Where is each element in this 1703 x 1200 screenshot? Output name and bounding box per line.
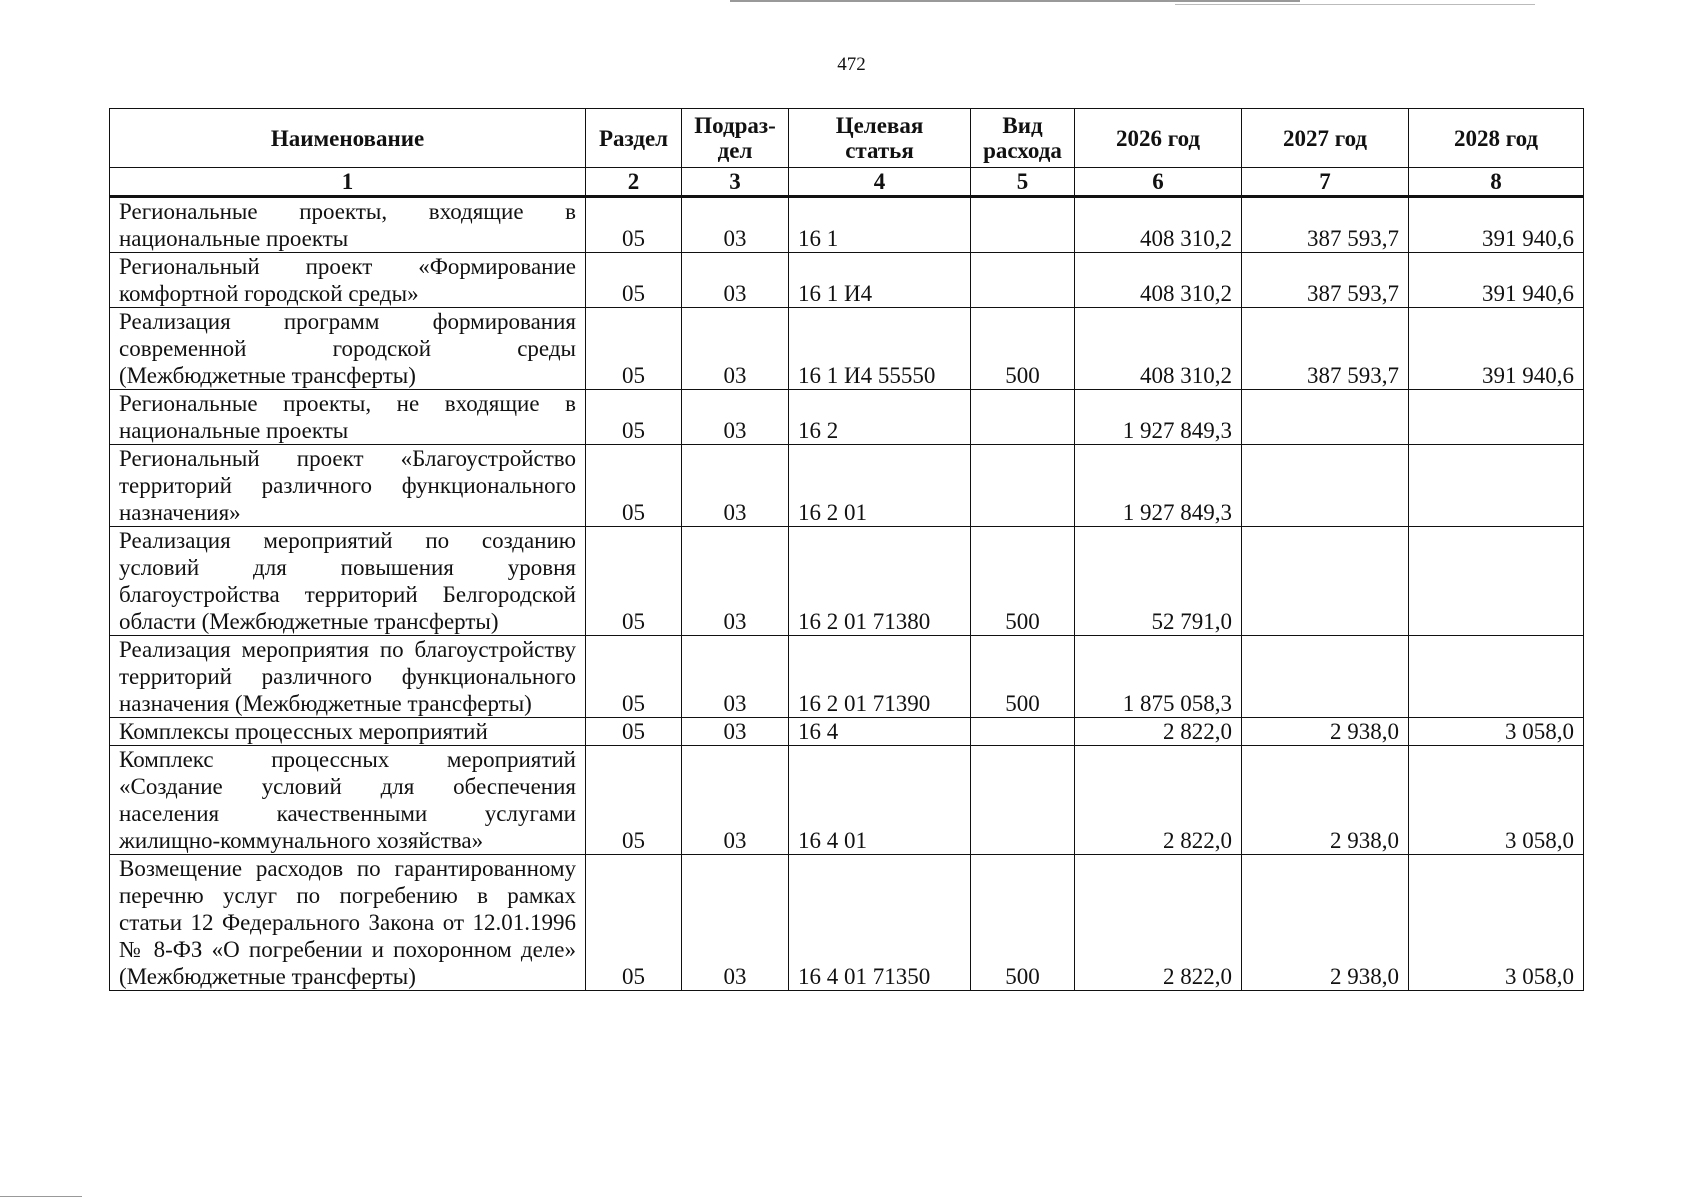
amount-2027-cell: 2 938,0 <box>1242 718 1409 746</box>
amount-2026-cell: 2 822,0 <box>1075 746 1242 855</box>
amount-2027-cell: 2 938,0 <box>1242 855 1409 991</box>
target-article-cell: 16 1 <box>789 197 971 253</box>
table-row <box>110 390 1584 445</box>
row-name-cell: Региональные проекты, входящие в национальные проекты <box>110 197 586 253</box>
podrazdel-cell: 03 <box>682 718 789 746</box>
row-name-cell: Реализация программ формирования современной городской среды (Межбюджетные трансферты) <box>110 308 586 390</box>
amount-2028-cell: 3 058,0 <box>1409 718 1584 746</box>
row-name-cell: Комплексы процессных мероприятий <box>110 718 586 746</box>
podrazdel-cell: 03 <box>682 308 789 390</box>
expense-type-cell <box>971 390 1075 445</box>
scan-edge-line <box>1175 4 1535 5</box>
expense-type-cell: 500 <box>971 308 1075 390</box>
amount-2028-cell <box>1409 445 1584 527</box>
column-number: 4 <box>789 168 971 197</box>
razdel-cell: 05 <box>586 527 682 636</box>
amount-2026-cell: 1 927 849,3 <box>1075 445 1242 527</box>
column-header: Раздел <box>586 109 682 168</box>
row-name-cell: Реализация мероприятия по благоустройству территорий различного функционального назначения (Межбюджетные трансферты) <box>110 636 586 718</box>
amount-2028-cell <box>1409 636 1584 718</box>
target-article-cell: 16 1 И4 <box>789 253 971 308</box>
row-name-cell: Возмещение расходов по гарантированному перечню услуг по погребению в рамках статьи 12 Федерального Закона от 12.01.1996 № 8-ФЗ «О погребении и похоронном деле» (Межбюджетные трансферты) <box>110 855 586 991</box>
podrazdel-cell: 03 <box>682 390 789 445</box>
amount-2027-cell <box>1242 390 1409 445</box>
target-article-cell: 16 4 01 71350 <box>789 855 971 991</box>
podrazdel-cell: 03 <box>682 197 789 253</box>
scan-edge-line <box>0 1196 82 1197</box>
amount-2028-cell: 391 940,6 <box>1409 308 1584 390</box>
amount-2026-cell: 2 822,0 <box>1075 855 1242 991</box>
table-header-row <box>110 109 1584 168</box>
scan-edge-line <box>730 0 1300 2</box>
amount-2028-cell: 3 058,0 <box>1409 855 1584 991</box>
table-row <box>110 308 1584 390</box>
row-name-cell: Региональный проект «Благоустройство территорий различного функционального назначения» <box>110 445 586 527</box>
amount-2026-cell: 1 927 849,3 <box>1075 390 1242 445</box>
row-name-cell: Реализация мероприятий по созданию условий для повышения уровня благоустройства территорий Белгородской области (Межбюджетные трансферты) <box>110 527 586 636</box>
amount-2026-cell: 408 310,2 <box>1075 253 1242 308</box>
column-header: Наименование <box>110 109 586 168</box>
amount-2028-cell <box>1409 390 1584 445</box>
podrazdel-cell: 03 <box>682 253 789 308</box>
column-header: 2026 год <box>1075 109 1242 168</box>
amount-2028-cell: 391 940,6 <box>1409 253 1584 308</box>
budget-table <box>109 108 1584 991</box>
podrazdel-cell: 03 <box>682 636 789 718</box>
amount-2026-cell: 408 310,2 <box>1075 197 1242 253</box>
column-number: 3 <box>682 168 789 197</box>
column-number: 6 <box>1075 168 1242 197</box>
target-article-cell: 16 2 01 <box>789 445 971 527</box>
table-body <box>110 197 1584 991</box>
amount-2027-cell: 2 938,0 <box>1242 746 1409 855</box>
table-row <box>110 253 1584 308</box>
expense-type-cell <box>971 197 1075 253</box>
amount-2026-cell: 1 875 058,3 <box>1075 636 1242 718</box>
razdel-cell: 05 <box>586 253 682 308</box>
table-row <box>110 718 1584 746</box>
target-article-cell: 16 2 01 71390 <box>789 636 971 718</box>
expense-type-cell <box>971 718 1075 746</box>
amount-2026-cell: 408 310,2 <box>1075 308 1242 390</box>
amount-2027-cell <box>1242 527 1409 636</box>
razdel-cell: 05 <box>586 746 682 855</box>
column-header: 2028 год <box>1409 109 1584 168</box>
target-article-cell: 16 1 И4 55550 <box>789 308 971 390</box>
column-number: 2 <box>586 168 682 197</box>
table-row <box>110 445 1584 527</box>
column-number-row <box>110 168 1584 197</box>
table-row <box>110 746 1584 855</box>
podrazdel-cell: 03 <box>682 746 789 855</box>
column-number: 1 <box>110 168 586 197</box>
razdel-cell: 05 <box>586 445 682 527</box>
expense-type-cell: 500 <box>971 855 1075 991</box>
column-header: Целевая статья <box>789 109 971 168</box>
podrazdel-cell: 03 <box>682 445 789 527</box>
amount-2027-cell: 387 593,7 <box>1242 197 1409 253</box>
row-name-cell: Комплекс процессных мероприятий «Создание условий для обеспечения населения качественными услугами жилищно-коммунального хозяйства» <box>110 746 586 855</box>
expense-type-cell <box>971 746 1075 855</box>
expense-type-cell <box>971 445 1075 527</box>
column-number: 5 <box>971 168 1075 197</box>
target-article-cell: 16 4 <box>789 718 971 746</box>
column-header: Подраз- дел <box>682 109 789 168</box>
expense-type-cell: 500 <box>971 636 1075 718</box>
target-article-cell: 16 2 01 71380 <box>789 527 971 636</box>
column-header: Вид расхода <box>971 109 1075 168</box>
column-number: 8 <box>1409 168 1584 197</box>
expense-type-cell: 500 <box>971 527 1075 636</box>
amount-2028-cell: 3 058,0 <box>1409 746 1584 855</box>
table-row <box>110 855 1584 991</box>
expense-type-cell <box>971 253 1075 308</box>
podrazdel-cell: 03 <box>682 527 789 636</box>
razdel-cell: 05 <box>586 718 682 746</box>
razdel-cell: 05 <box>586 197 682 253</box>
amount-2028-cell: 391 940,6 <box>1409 197 1584 253</box>
table-row <box>110 197 1584 253</box>
table-row <box>110 527 1584 636</box>
target-article-cell: 16 2 <box>789 390 971 445</box>
razdel-cell: 05 <box>586 390 682 445</box>
amount-2027-cell <box>1242 636 1409 718</box>
amount-2027-cell <box>1242 445 1409 527</box>
row-name-cell: Региональный проект «Формирование комфортной городской среды» <box>110 253 586 308</box>
razdel-cell: 05 <box>586 636 682 718</box>
row-name-cell: Региональные проекты, не входящие в национальные проекты <box>110 390 586 445</box>
page-number: 472 <box>837 54 866 75</box>
column-number: 7 <box>1242 168 1409 197</box>
podrazdel-cell: 03 <box>682 855 789 991</box>
razdel-cell: 05 <box>586 855 682 991</box>
razdel-cell: 05 <box>586 308 682 390</box>
amount-2028-cell <box>1409 527 1584 636</box>
amount-2027-cell: 387 593,7 <box>1242 253 1409 308</box>
amount-2027-cell: 387 593,7 <box>1242 308 1409 390</box>
amount-2026-cell: 2 822,0 <box>1075 718 1242 746</box>
column-header: 2027 год <box>1242 109 1409 168</box>
table-row <box>110 636 1584 718</box>
amount-2026-cell: 52 791,0 <box>1075 527 1242 636</box>
target-article-cell: 16 4 01 <box>789 746 971 855</box>
